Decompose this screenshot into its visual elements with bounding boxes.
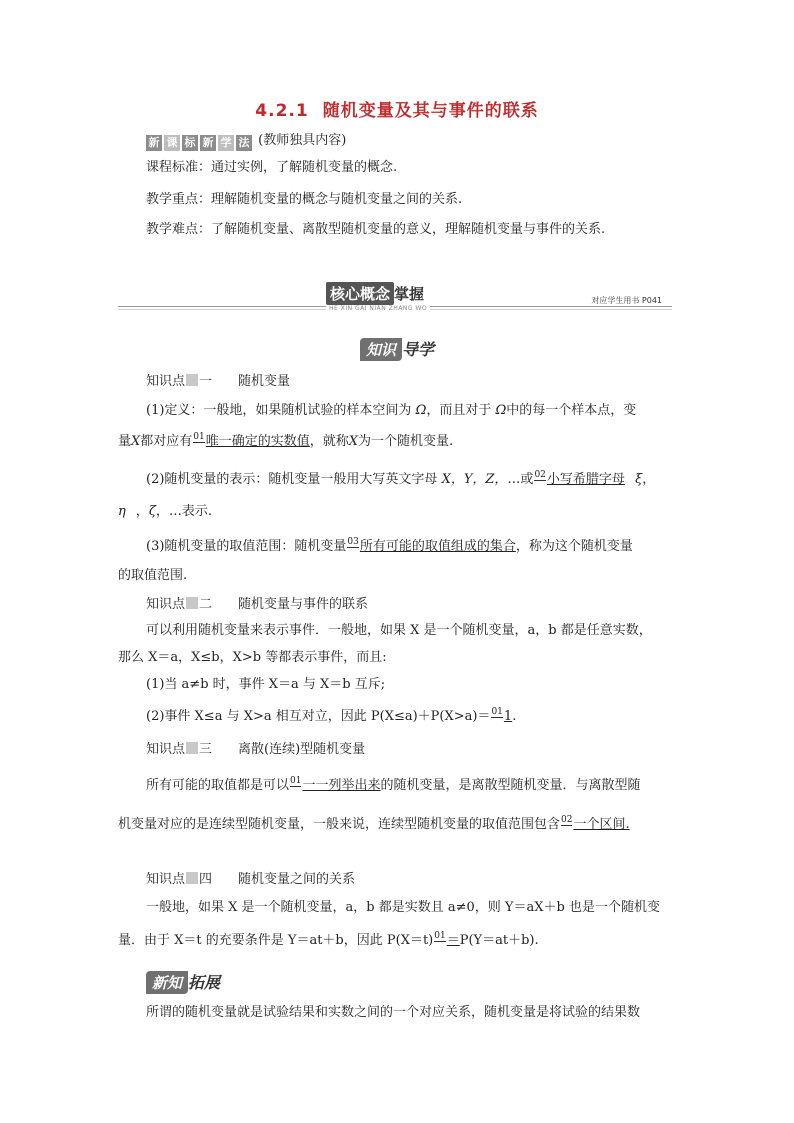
teaching-difficulty: 教学难点：了解随机变量、离散型随机变量的意义，理解随机变量与事件的关系. <box>146 222 606 237</box>
banner-heading-dark: 核心概念 <box>326 282 394 305</box>
guide-heading-dark: 知识 <box>360 338 402 361</box>
tag-char: 新 <box>200 135 216 151</box>
answer-text: 唯一确定的实数值 <box>205 434 310 449</box>
paragraph: 量．由于 X＝t 的充要条件是 Y＝at＋b，因此 P(X＝t)01＝P(Y＝at＋b). <box>118 931 539 948</box>
paragraph: 一般地，如果 X 是一个随机变量，a，b 都是实数且 a≠0，则 Y＝aX＋b 也是一个随机变 <box>146 900 660 915</box>
paragraph: (2)随机变量的表示：随机变量一般用大写英文字母 X，Y，Z，…或02小写希腊字母 ξ， <box>146 470 656 487</box>
answer-marker: 01 <box>491 707 503 717</box>
paragraph: 的取值范围. <box>118 568 188 583</box>
symbol: Ω <box>415 403 427 418</box>
paragraph: η ，ζ，…表示. <box>118 504 212 519</box>
answer-text: 一个区间. <box>573 817 630 832</box>
intro-tag-line <box>146 131 346 151</box>
paragraph: 所有可能的取值都是可以01一一列举出来的随机变量，是离散型随机变量．与离散型随 <box>146 776 641 793</box>
kp-marker <box>186 872 198 884</box>
paragraph: 所谓的随机变量就是试验结果和实数之间的一个对应关系，随机变量是将试验的结果数 <box>146 1005 641 1020</box>
tag-char: 标 <box>182 135 198 151</box>
kp-name: 随机变量 <box>238 374 291 389</box>
teaching-key-point: 教学重点：理解随机变量的概念与随机变量之间的关系. <box>146 192 463 207</box>
answer-marker: 01 <box>193 432 205 442</box>
guide-heading-light: 导学 <box>402 340 435 359</box>
knowledge-guide-heading <box>360 337 434 361</box>
answer-marker: 03 <box>347 537 359 547</box>
banner-pinyin: HE XIN GAI NIAN ZHANG WO <box>326 305 430 312</box>
section-number: 4.2.1 <box>255 101 309 121</box>
kp-index: 一 <box>199 374 213 389</box>
answer-text: 小写希腊字母 <box>546 472 625 487</box>
section-title-text: 随机变量及其与事件的联系 <box>322 101 539 121</box>
paragraph: 量X都对应有01唯一确定的实数值，就称X为一个随机变量. <box>118 432 454 449</box>
knowledge-point-heading: 知识点 二 随机变量与事件的联系 <box>146 597 369 612</box>
answer-text: 一一列举出来 <box>302 778 381 793</box>
banner-heading <box>326 282 456 305</box>
course-standard: 课程标准：通过实例，了解随机变量的概念. <box>146 160 398 175</box>
knowledge-point-heading: 知识点 四 随机变量之间的关系 <box>146 872 356 887</box>
answer-marker: 01 <box>290 776 302 786</box>
extension-heading <box>146 970 220 994</box>
paragraph: (2)事件 X≤a 与 X>a 相互对立，因此 P(X≤a)＋P(X>a)＝011. <box>146 707 517 724</box>
tag-char: 法 <box>236 135 252 151</box>
paragraph: (1)定义：一般地，如果随机试验的样本空间为 Ω，而且对于 Ω中的每一个样本点，变 <box>146 403 637 418</box>
answer-text: ＝ <box>446 933 460 948</box>
kp-marker <box>186 597 198 609</box>
tag-char: 新 <box>146 135 162 151</box>
core-concept-banner <box>118 282 672 316</box>
extension-heading-dark: 新知 <box>146 971 188 994</box>
paragraph: 那么 X＝a，X≤b，X>b 等都表示事件，而且: <box>118 650 387 665</box>
paragraph: (1)当 a≠b 时，事件 X＝a 与 X＝b 互斥; <box>146 677 386 692</box>
teacher-note: (教师独具内容) <box>258 133 347 148</box>
paragraph: 机变量对应的是连续型随机变量，一般来说，连续型随机变量的取值范围包含02一个区间. <box>118 815 630 832</box>
student-book-ref: 对应学生用书 P041 <box>591 296 662 305</box>
answer-marker: 02 <box>561 815 573 825</box>
symbol: Ω <box>495 403 507 418</box>
answer-text: 所有可能的取值组成的集合 <box>359 539 516 554</box>
kp-label: 知识点 <box>146 374 186 389</box>
knowledge-point-heading <box>146 372 290 392</box>
paragraph: (3)随机变量的取值范围：随机变量03所有可能的取值组成的集合，称为这个随机变量 <box>146 537 633 554</box>
paragraph: 可以利用随机变量来表示事件．一般地，如果 X 是一个随机变量，a，b 都是任意实数， <box>146 623 652 638</box>
answer-text: 1 <box>503 709 513 724</box>
banner-heading-light: 掌握 <box>394 285 425 303</box>
tag-char: 课 <box>164 135 180 151</box>
section-title <box>0 96 794 121</box>
knowledge-point-heading: 知识点 三 离散(连续)型随机变量 <box>146 742 366 757</box>
answer-marker: 01 <box>434 931 446 941</box>
tag-char: 学 <box>218 135 234 151</box>
kp-marker <box>186 742 198 754</box>
extension-heading-light: 拓展 <box>188 973 221 992</box>
answer-marker: 02 <box>534 470 546 480</box>
kp-marker <box>186 374 198 386</box>
